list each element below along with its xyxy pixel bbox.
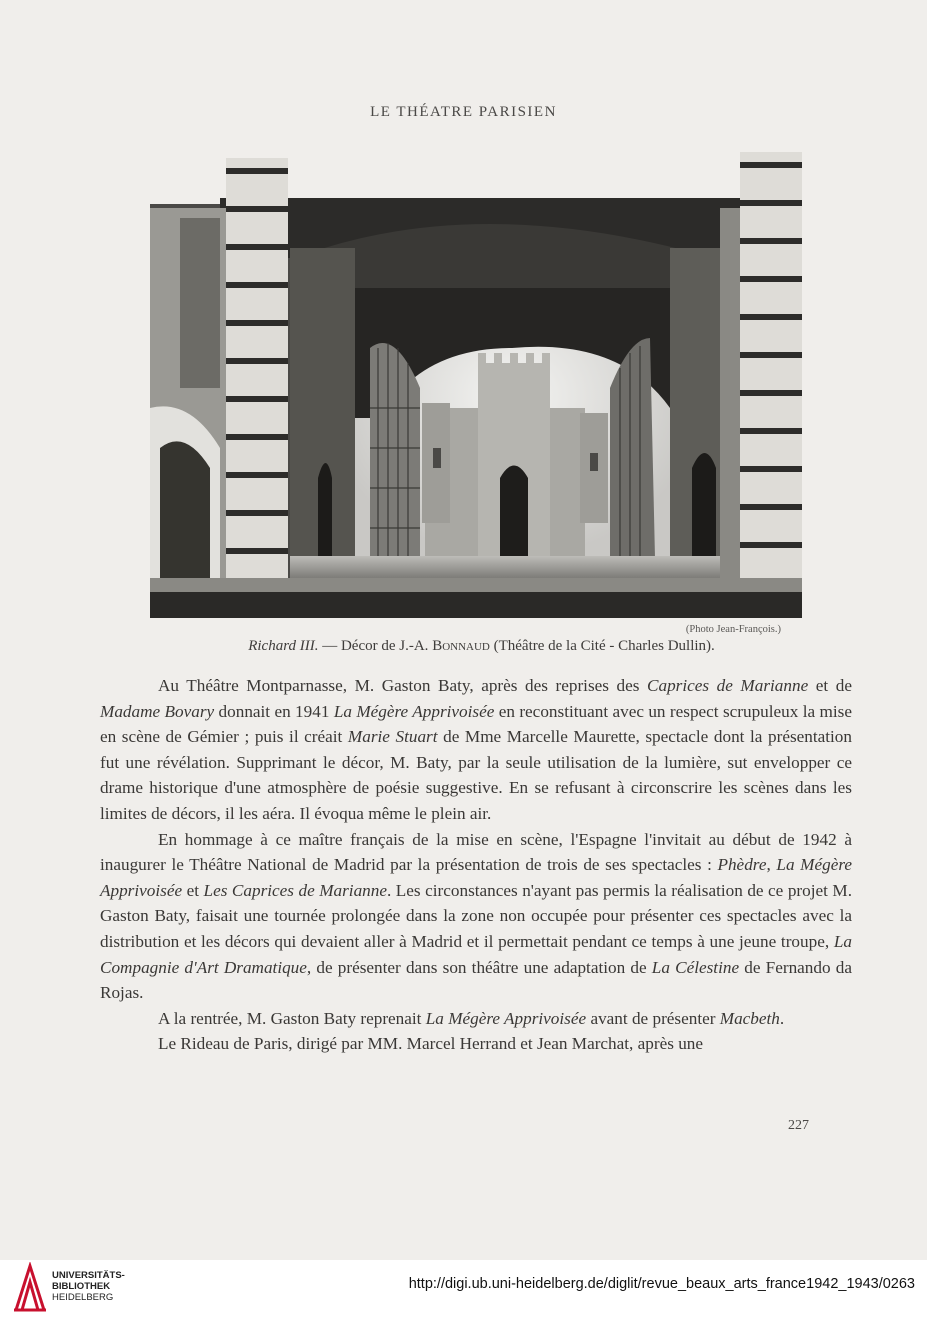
italic-title: La Célestine bbox=[651, 957, 740, 977]
text-run: Au Théâtre Montparnasse, M. Gaston Baty, après des reprises des bbox=[158, 676, 648, 695]
paragraph bbox=[100, 827, 852, 1006]
text-run: A la rentrée, M. Gaston Baty reprenait bbox=[158, 1008, 426, 1028]
italic-title: La Mégère Apprivoisée bbox=[333, 701, 495, 721]
italic-title: La Mégère Apprivoisée bbox=[425, 1008, 587, 1028]
photo-credit: (Photo Jean-François.) bbox=[685, 624, 781, 635]
italic-title: Marie Stuart bbox=[347, 727, 438, 747]
italic-title: Les Caprices de Marianne bbox=[203, 880, 387, 900]
text-run: avant de présenter bbox=[586, 1008, 720, 1028]
running-head: LE THÉATRE PARISIEN bbox=[370, 104, 557, 120]
source-url-link[interactable]: http://digi.ub.uni-heidelberg.de/diglit/revue_beaux_arts_france1942_1943/0263 bbox=[408, 1276, 915, 1292]
caption-text-before: — Décor de J.-A. bbox=[318, 638, 433, 654]
body-text bbox=[100, 673, 852, 1057]
text-run: et bbox=[182, 880, 204, 900]
italic-title: Caprices de Marianne bbox=[647, 676, 809, 695]
library-name bbox=[52, 1270, 125, 1303]
caption-title: Richard III. bbox=[248, 638, 319, 654]
text-run: de Fernando da Rojas. bbox=[100, 957, 852, 1003]
text-run: donnait en 1941 bbox=[214, 701, 334, 721]
text-run: . Les circonstances n'ayant pas permis la réalisation de ce projet M. Gaston Baty, faisait une tournée prolongée dans la zone non occupée pour présenter ces spectacles avec la distribution et les décors qui devaient aller à Madrid et il permettait pendant ce temps à une jeune troupe, bbox=[100, 880, 852, 951]
page-number: 227 bbox=[788, 1118, 809, 1133]
paragraph bbox=[100, 1006, 852, 1032]
library-name-line2: BIBLIOTHEK bbox=[52, 1281, 111, 1292]
text-run: en reconstituant avec un respect scrupuleux la mise en scène de Gémier ; puis il créait bbox=[100, 701, 852, 747]
text-run: En hommage à ce maître français de la mise en scène, l'Espagne l'invitait au début de 1942 à inaugurer le Théâtre National de Madrid par la présentation de trois de ses spectacles : bbox=[100, 829, 852, 875]
text-run: et de bbox=[808, 676, 852, 695]
stage-photo bbox=[150, 148, 802, 620]
library-name-line1: UNIVERSITÄTS- bbox=[52, 1270, 125, 1281]
text-run: Le Rideau de Paris, dirigé par MM. Marcel Herrand et Jean Marchat, après une bbox=[158, 1034, 704, 1054]
text-run: . bbox=[779, 1008, 785, 1028]
text-run: , de présenter dans son théâtre une adaptation de bbox=[306, 957, 652, 977]
library-logo-icon bbox=[12, 1262, 48, 1314]
text-run: de Mme Marcelle Maurette, spectacle dont la présentation fut une révélation. Supprimant le décor, M. Baty, par la seule utilisation de la lumière, sut envelopper ce drame historique d'une atmosphère de poésie suggestive. En se refusant à circonscrire les scènes dans les limites de décors, il les aéra. Il évoqua même le plein air. bbox=[100, 727, 852, 823]
italic-title: Phèdre bbox=[717, 855, 767, 875]
caption-text-after: (Théâtre de la Cité - Charles Dullin). bbox=[489, 638, 715, 654]
caption-name: Bonnaud bbox=[432, 638, 490, 654]
paragraph bbox=[100, 1031, 852, 1057]
italic-title: La Compagnie d'Art Dramatique bbox=[100, 931, 852, 977]
italic-title: Madame Bovary bbox=[100, 701, 215, 721]
library-name-line3: HEIDELBERG bbox=[52, 1292, 114, 1303]
photo-caption bbox=[0, 638, 927, 655]
paragraph bbox=[100, 673, 852, 827]
italic-title: La Mégère Apprivoisée bbox=[100, 855, 853, 900]
italic-title: Macbeth bbox=[719, 1008, 780, 1028]
text-run: , bbox=[766, 855, 777, 875]
